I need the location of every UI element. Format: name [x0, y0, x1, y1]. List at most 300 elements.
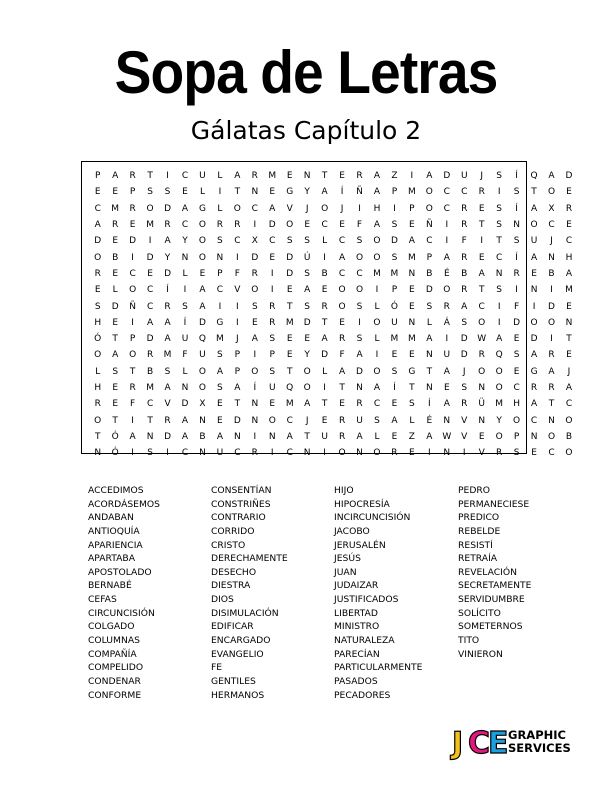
- grid-letter: D: [443, 171, 451, 182]
- grid-letter: N: [425, 383, 433, 393]
- grid-letter: E: [566, 350, 572, 361]
- grid-letter: S: [147, 448, 153, 459]
- grid-letter: M: [408, 187, 416, 198]
- grid-letter: E: [304, 334, 310, 345]
- grid-letter: H: [373, 203, 381, 214]
- grid-letter: A: [356, 431, 363, 442]
- grid-row: [89, 429, 578, 445]
- grid-letter: J: [340, 203, 344, 214]
- grid-letter: Í: [515, 203, 518, 214]
- grid-letter: S: [304, 301, 311, 312]
- grid-letter: Í: [428, 399, 431, 410]
- grid-letter: R: [94, 399, 101, 410]
- grid-letter: T: [548, 399, 555, 410]
- grid-letter: R: [461, 220, 468, 231]
- grid-letter: A: [461, 301, 468, 312]
- word-list-item: CONSTRIÑES: [211, 498, 271, 510]
- word-list-item: COMPELIDO: [88, 662, 144, 674]
- grid-row: [89, 331, 578, 347]
- grid-letter: R: [391, 448, 398, 459]
- grid-letter: O: [373, 448, 381, 459]
- grid-letter: U: [181, 334, 189, 345]
- grid-letter: R: [129, 203, 136, 214]
- grid-letter: I: [236, 317, 239, 328]
- grid-letter: T: [566, 334, 572, 345]
- grid-letter: O: [373, 366, 381, 377]
- grid-letter: I: [428, 448, 431, 459]
- grid-letter: I: [166, 448, 169, 459]
- grid-row: [89, 266, 578, 282]
- grid-letter: N: [478, 383, 486, 393]
- grid-letter: U: [530, 236, 538, 247]
- grid-letter: T: [112, 415, 118, 426]
- word-list-item: NATURALEZA: [334, 635, 395, 647]
- grid-letter: H: [565, 252, 573, 263]
- grid-letter: A: [530, 203, 538, 214]
- grid-letter: D: [164, 431, 171, 442]
- grid-letter: E: [513, 366, 520, 377]
- grid-letter: A: [321, 334, 328, 345]
- grid-letter: D: [233, 415, 241, 426]
- grid-letter: E: [339, 220, 345, 231]
- word-list-item: FE: [211, 662, 223, 674]
- grid-letter: C: [181, 448, 189, 459]
- grid-letter: V: [461, 415, 468, 426]
- grid-letter: S: [374, 415, 380, 426]
- grid-letter: A: [530, 252, 538, 263]
- grid-letter: S: [426, 301, 433, 312]
- word-list-item: APOSTOLADO: [88, 566, 152, 578]
- grid-letter: L: [217, 171, 223, 182]
- grid-letter: C: [234, 236, 241, 247]
- grid-letter: A: [496, 334, 503, 345]
- grid-letter: B: [199, 431, 206, 442]
- grid-letter: S: [94, 301, 101, 312]
- grid-letter: R: [164, 220, 171, 231]
- grid-letter: A: [478, 268, 485, 279]
- grid-letter: I: [410, 171, 414, 182]
- word-list-item: DIESTRA: [211, 580, 251, 592]
- grid-letter: C: [461, 187, 468, 198]
- grid-letter: A: [530, 350, 538, 361]
- grid-letter: E: [566, 187, 572, 198]
- grid-letter: F: [182, 350, 188, 361]
- grid-letter: C: [496, 252, 503, 263]
- grid-letter: A: [181, 415, 189, 426]
- grid-letter: S: [217, 350, 223, 361]
- word-list-item: ENCARGADO: [211, 635, 271, 647]
- grid-letter: L: [322, 236, 328, 247]
- grid-letter: A: [181, 431, 189, 442]
- grid-letter: M: [390, 268, 399, 279]
- grid-letter: C: [251, 203, 258, 214]
- grid-letter: T: [129, 366, 136, 377]
- grid-letter: O: [338, 448, 346, 459]
- grid-letter: G: [198, 203, 206, 214]
- grid-letter: D: [425, 285, 433, 296]
- grid-letter: M: [163, 350, 172, 361]
- grid-letter: I: [183, 285, 187, 296]
- grid-letter: O: [233, 203, 241, 214]
- grid-letter: I: [148, 236, 152, 247]
- grid-letter: I: [532, 301, 536, 312]
- grid-letter: E: [478, 252, 485, 263]
- grid-letter: I: [550, 285, 553, 296]
- grid-letter: E: [339, 399, 345, 410]
- grid-letter: H: [94, 317, 102, 328]
- grid-letter: I: [375, 350, 379, 361]
- grid-letter: R: [164, 415, 171, 426]
- grid-letter: N: [199, 448, 206, 459]
- grid-letter: A: [548, 171, 555, 182]
- grid-letter: N: [530, 431, 538, 442]
- grid-letter: T: [531, 187, 537, 198]
- grid-letter: U: [321, 431, 328, 442]
- grid-letter: S: [164, 187, 171, 198]
- grid-letter: R: [94, 268, 101, 279]
- grid-letter: O: [251, 285, 259, 296]
- grid-letter: E: [531, 268, 537, 279]
- grid-letter: B: [461, 268, 468, 279]
- grid-letter: O: [198, 252, 206, 263]
- grid-letter: A: [548, 366, 555, 377]
- grid-letter: M: [285, 317, 294, 328]
- grid-letter: I: [253, 220, 257, 231]
- word-list-item: DESECHO: [211, 566, 257, 578]
- word-list-item: PEDRO: [458, 485, 491, 496]
- grid-letter: É: [426, 415, 433, 426]
- grid-letter: I: [445, 220, 449, 231]
- grid-letter: D: [530, 334, 538, 345]
- grid-letter: D: [164, 203, 171, 214]
- grid-letter: P: [234, 350, 241, 361]
- grid-letter: Q: [495, 350, 503, 361]
- grid-letter: C: [216, 285, 224, 296]
- grid-letter: A: [443, 399, 450, 410]
- grid-letter: T: [286, 301, 293, 312]
- grid-letter: D: [251, 252, 259, 263]
- grid-letter: H: [94, 383, 102, 393]
- grid-letter: E: [286, 334, 293, 345]
- grid-letter: I: [497, 317, 501, 328]
- grid-letter: C: [286, 448, 293, 459]
- grid-letter: R: [565, 203, 573, 214]
- grid-letter: N: [216, 252, 224, 263]
- grid-letter: A: [530, 399, 538, 410]
- grid-letter: N: [530, 285, 538, 296]
- grid-letter: T: [147, 171, 153, 182]
- grid-letter: S: [496, 220, 502, 231]
- grid-letter: S: [182, 301, 188, 312]
- grid-letter: D: [321, 350, 329, 361]
- grid-letter: D: [390, 236, 398, 247]
- grid-letter: Í: [183, 317, 187, 328]
- grid-letter: U: [356, 415, 363, 426]
- grid-letter: U: [391, 317, 398, 328]
- word-list-item: CRISTO: [211, 539, 246, 551]
- grid-letter: C: [338, 236, 346, 247]
- grid-letter: O: [565, 415, 573, 426]
- grid-letter: L: [426, 317, 432, 328]
- grid-letter: S: [112, 366, 119, 377]
- grid-letter: U: [460, 171, 468, 182]
- grid-letter: S: [496, 203, 502, 214]
- grid-letter: E: [391, 350, 398, 361]
- word-list-item: EDIFICAR: [211, 621, 254, 633]
- grid-row: [89, 347, 578, 363]
- grid-letter: A: [338, 252, 346, 263]
- grid-letter: C: [286, 415, 293, 426]
- grid-letter: T: [286, 366, 293, 377]
- word-list-item: MINISTRO: [334, 621, 380, 633]
- word-list-item: REVELACIÓN: [458, 566, 517, 578]
- grid-letter: M: [146, 383, 154, 393]
- grid-letter: S: [356, 236, 363, 247]
- grid-letter: H: [513, 399, 520, 410]
- grid-letter: O: [338, 285, 346, 296]
- grid-letter: O: [129, 350, 137, 361]
- grid-letter: A: [129, 431, 136, 442]
- grid-letter: O: [513, 415, 521, 426]
- grid-letter: C: [146, 285, 154, 296]
- grid-letter: M: [111, 203, 120, 214]
- word-list-item: JERUSALÉN: [334, 539, 386, 551]
- grid-letter: P: [426, 252, 433, 263]
- grid-letter: I: [497, 301, 501, 312]
- grid-letter: V: [234, 285, 241, 296]
- grid-letter: R: [461, 252, 468, 263]
- grid-letter: E: [391, 431, 398, 442]
- grid-letter: I: [515, 285, 518, 296]
- grid-letter: L: [95, 366, 101, 377]
- grid-letter: N: [251, 187, 259, 198]
- grid-letter: A: [373, 187, 381, 198]
- grid-letter: T: [234, 187, 241, 198]
- grid-letter: E: [199, 268, 206, 279]
- word-list-item: HIJO: [334, 485, 354, 496]
- word-list-item: JESÚS: [334, 553, 361, 565]
- grid-letter: A: [234, 171, 241, 182]
- grid-letter: L: [182, 268, 188, 279]
- grid-letter: N: [94, 448, 102, 459]
- grid-letter: A: [164, 334, 171, 345]
- grid-letter: R: [164, 301, 171, 312]
- grid-letter: I: [270, 268, 274, 279]
- grid-letter: T: [147, 415, 153, 426]
- grid-letter: E: [147, 268, 153, 279]
- grid-letter: E: [409, 285, 415, 296]
- word-search-grid: [89, 168, 578, 461]
- page-title: Sopa de Letras: [114, 39, 498, 106]
- grid-letter: Y: [164, 252, 171, 263]
- grid-letter: D: [565, 171, 573, 182]
- grid-letter: E: [94, 285, 101, 296]
- grid-letter: J: [567, 366, 571, 377]
- grid-letter: N: [251, 415, 259, 426]
- grid-letter: S: [461, 317, 468, 328]
- grid-letter: J: [550, 236, 553, 247]
- grid-letter: C: [181, 220, 189, 231]
- word-list-item: TITO: [458, 635, 480, 647]
- grid-letter: I: [131, 252, 134, 263]
- grid-letter: C: [530, 415, 538, 426]
- grid-letter: N: [146, 431, 154, 442]
- grid-letter: N: [495, 268, 503, 279]
- grid-row: [89, 184, 578, 200]
- grid-letter: R: [530, 383, 538, 393]
- grid-letter: Ñ: [129, 301, 136, 312]
- grid-letter: E: [112, 399, 119, 410]
- grid-letter: A: [565, 268, 573, 279]
- grid-letter: N: [443, 415, 451, 426]
- grid-letter: O: [530, 317, 538, 328]
- grid-letter: T: [321, 317, 328, 328]
- grid-letter: R: [112, 220, 119, 231]
- grid-letter: O: [495, 431, 503, 442]
- grid-letter: S: [356, 334, 363, 345]
- grid-letter: S: [217, 236, 223, 247]
- grid-letter: T: [478, 285, 485, 296]
- grid-letter: E: [112, 187, 119, 198]
- grid-letter: I: [218, 187, 222, 198]
- word-list-item: INCIRCUNCISIÓN: [334, 512, 411, 524]
- grid-letter: D: [268, 220, 276, 231]
- grid-letter: Z: [391, 171, 398, 182]
- grid-letter: W: [442, 431, 452, 442]
- grid-letter: O: [338, 301, 346, 312]
- grid-letter: Q: [286, 383, 294, 393]
- word-list-item: LIBERTAD: [334, 607, 378, 619]
- grid-letter: O: [495, 383, 503, 393]
- grid-letter: Á: [443, 317, 450, 328]
- grid-letter: L: [374, 334, 380, 345]
- page-subtitle: Gálatas Capítulo 2: [190, 116, 422, 145]
- grid-letter: E: [566, 220, 572, 231]
- grid-letter: E: [269, 252, 276, 263]
- grid-letter: G: [530, 366, 538, 377]
- grid-letter: F: [514, 301, 520, 312]
- grid-letter: I: [253, 431, 257, 442]
- grid-letter: R: [321, 301, 328, 312]
- grid-letter: R: [461, 285, 468, 296]
- grid-letter: E: [129, 220, 136, 231]
- grid-letter: S: [391, 220, 398, 231]
- word-list-item: JUDAIZAR: [334, 580, 379, 592]
- grid-letter: A: [94, 220, 101, 231]
- grid-letter: N: [425, 350, 433, 361]
- grid-letter: B: [321, 268, 328, 279]
- grid-letter: P: [269, 350, 275, 361]
- grid-letter: A: [356, 350, 363, 361]
- grid-letter: E: [513, 334, 520, 345]
- grid-letter: P: [391, 285, 398, 296]
- grid-letter: S: [496, 171, 502, 182]
- grid-letter: N: [513, 220, 520, 231]
- grid-letter: L: [374, 431, 380, 442]
- grid-letter: T: [321, 171, 328, 182]
- word-list-item: SERVIDUMBRE: [458, 594, 525, 606]
- grid-letter: S: [513, 187, 520, 198]
- grid-letter: I: [480, 236, 484, 247]
- grid-letter: M: [268, 171, 277, 182]
- grid-letter: C: [565, 236, 573, 247]
- grid-letter: I: [445, 334, 449, 345]
- grid-letter: E: [478, 431, 485, 442]
- grid-letter: A: [426, 334, 433, 345]
- grid-row: [89, 412, 578, 428]
- word-list-item: CONSENTÍAN: [211, 485, 272, 496]
- grid-letter: I: [131, 448, 134, 459]
- grid-letter: Y: [182, 236, 188, 247]
- word-list-item: ANDABAN: [88, 512, 134, 524]
- grid-letter: A: [304, 285, 311, 296]
- grid-letter: B: [426, 268, 433, 279]
- grid-letter: C: [443, 187, 450, 198]
- grid-letter: R: [548, 383, 555, 393]
- grid-letter: E: [321, 285, 328, 296]
- grid-letter: J: [305, 415, 309, 426]
- word-list-item: JUSTIFICADOS: [334, 594, 399, 606]
- grid-letter: V: [461, 431, 468, 442]
- grid-letter: R: [338, 334, 346, 345]
- grid-letter: R: [338, 415, 346, 426]
- grid-letter: E: [409, 448, 415, 459]
- grid-letter: A: [443, 252, 450, 263]
- grid-letter: A: [147, 317, 154, 328]
- word-list-column-4: [458, 484, 531, 661]
- grid-letter: R: [269, 301, 276, 312]
- grid-letter: A: [164, 317, 171, 328]
- grid-letter: S: [286, 236, 293, 247]
- grid-letter: S: [356, 301, 363, 312]
- grid-letter: S: [269, 334, 276, 345]
- grid-letter: A: [286, 431, 293, 442]
- grid-letter: X: [548, 203, 555, 214]
- word-list-item: PECADORES: [334, 689, 391, 701]
- grid-letter: V: [286, 203, 293, 214]
- grid-letter: E: [409, 350, 415, 361]
- grid-letter: A: [391, 415, 398, 426]
- grid-letter: S: [391, 252, 398, 263]
- word-search-grid-box: [81, 161, 573, 459]
- grid-letter: A: [426, 171, 433, 182]
- grid-letter: O: [146, 203, 154, 214]
- grid-letter: S: [269, 366, 276, 377]
- logo-letter-e: E: [488, 726, 509, 761]
- grid-letter: I: [270, 285, 274, 296]
- grid-letter: Í: [515, 171, 518, 182]
- grid-letter: E: [286, 285, 293, 296]
- grid-letter: R: [461, 203, 468, 214]
- word-list-item: CONTRARIO: [211, 512, 266, 524]
- word-list-item: SECRETAMENTE: [458, 580, 532, 592]
- grid-letter: J: [462, 366, 466, 377]
- grid-letter: O: [530, 220, 538, 231]
- grid-row: [89, 364, 578, 380]
- grid-letter: B: [565, 431, 573, 442]
- grid-row: [89, 168, 578, 184]
- word-list-item: HERMANOS: [211, 689, 265, 701]
- grid-letter: S: [391, 366, 398, 377]
- grid-letter: U: [199, 171, 206, 182]
- grid-letter: O: [478, 317, 486, 328]
- grid-letter: E: [443, 383, 450, 393]
- grid-letter: N: [548, 415, 555, 426]
- grid-letter: O: [94, 252, 102, 263]
- grid-letter: A: [373, 383, 381, 393]
- grid-letter: Y: [304, 350, 310, 361]
- grid-letter: I: [236, 301, 239, 312]
